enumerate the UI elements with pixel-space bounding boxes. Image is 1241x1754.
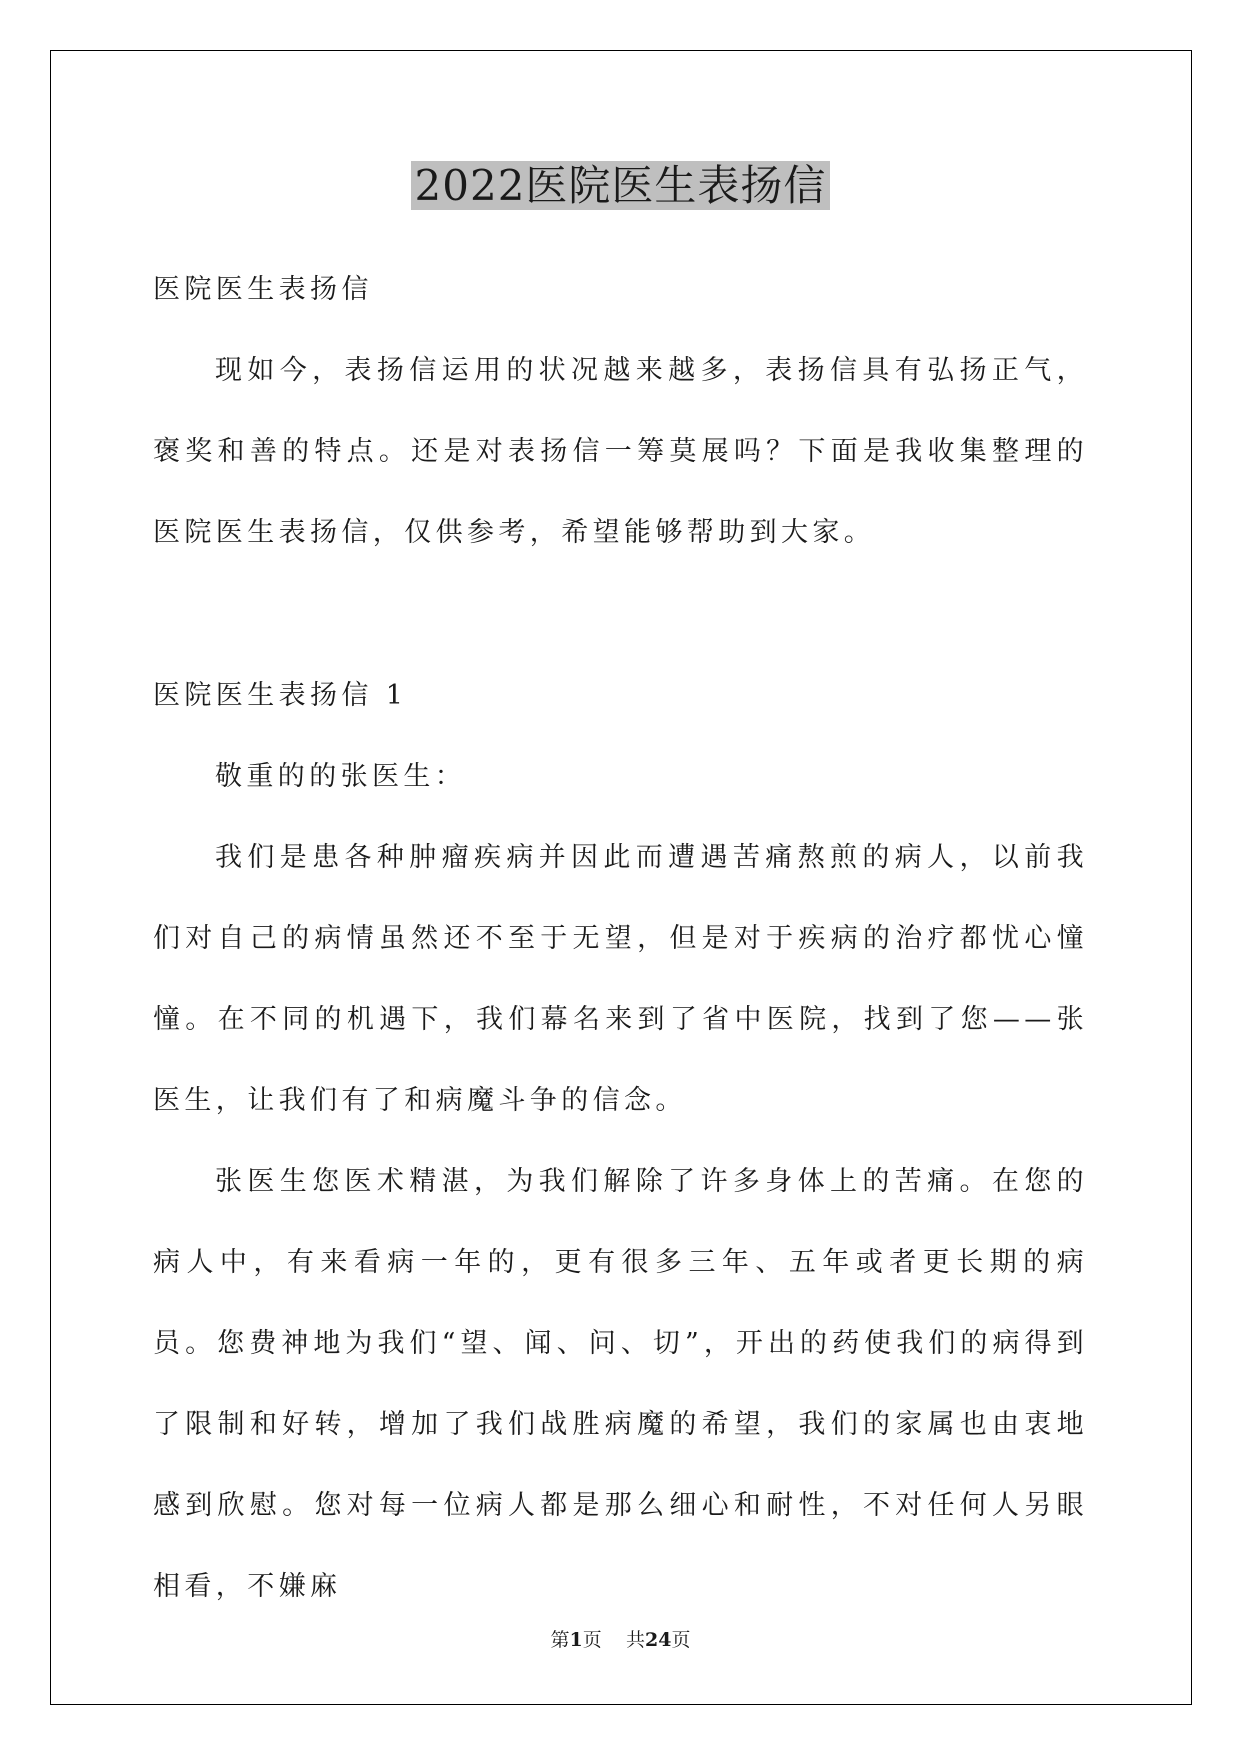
letter-block bbox=[153, 655, 1088, 1627]
letter-salutation: 敬重的的张医生： bbox=[215, 761, 467, 792]
intro-paragraph: 现如今，表扬信运用的状况越来越多，表扬信具有弘扬正气，褒奖和善的特点。还是对表扬信一筹莫展吗？下面是我收集整理的医院医生表扬信，仅供参考，希望能够帮助到大家。 bbox=[153, 355, 1088, 548]
total-prefix: 共 bbox=[625, 1629, 645, 1651]
page-suffix: 页 bbox=[582, 1629, 602, 1651]
document-heading: 医院医生表扬信 bbox=[153, 274, 373, 305]
total-suffix: 页 bbox=[671, 1629, 691, 1651]
document-title bbox=[0, 158, 1241, 214]
letter-paragraph-1: 我们是患各种肿瘤疾病并因此而遭遇苦痛熬煎的病人，以前我们对自己的病情虽然还不至于无望，但是对于疾病的治疗都忧心憧憧。在不同的机遇下，我们幕名来到了省中医院，找到了您——张医生，让我们有了和病魔斗争的信念。 bbox=[153, 842, 1088, 1116]
intro-block bbox=[153, 249, 1088, 573]
page-number: 1 bbox=[569, 1629, 583, 1651]
section-heading: 医院医生表扬信 1 bbox=[153, 680, 408, 711]
document-title-text: 2022医院医生表扬信 bbox=[411, 161, 831, 210]
letter-paragraph-2: 张医生您医术精湛，为我们解除了许多身体上的苦痛。在您的病人中，有来看病一年的，更有很多三年、五年或者更长期的病员。您费神地为我们“望、闻、问、切”，开出的药使我们的病得到了限制和好转，增加了我们战胜病魔的希望，我们的家属也由衷地感到欣慰。您对每一位病人都是那么细心和耐性，不对任何人另眼相看，不嫌麻 bbox=[153, 1166, 1088, 1602]
page-prefix: 第 bbox=[550, 1629, 570, 1651]
page-footer bbox=[0, 1628, 1241, 1652]
total-pages: 24 bbox=[644, 1629, 672, 1651]
